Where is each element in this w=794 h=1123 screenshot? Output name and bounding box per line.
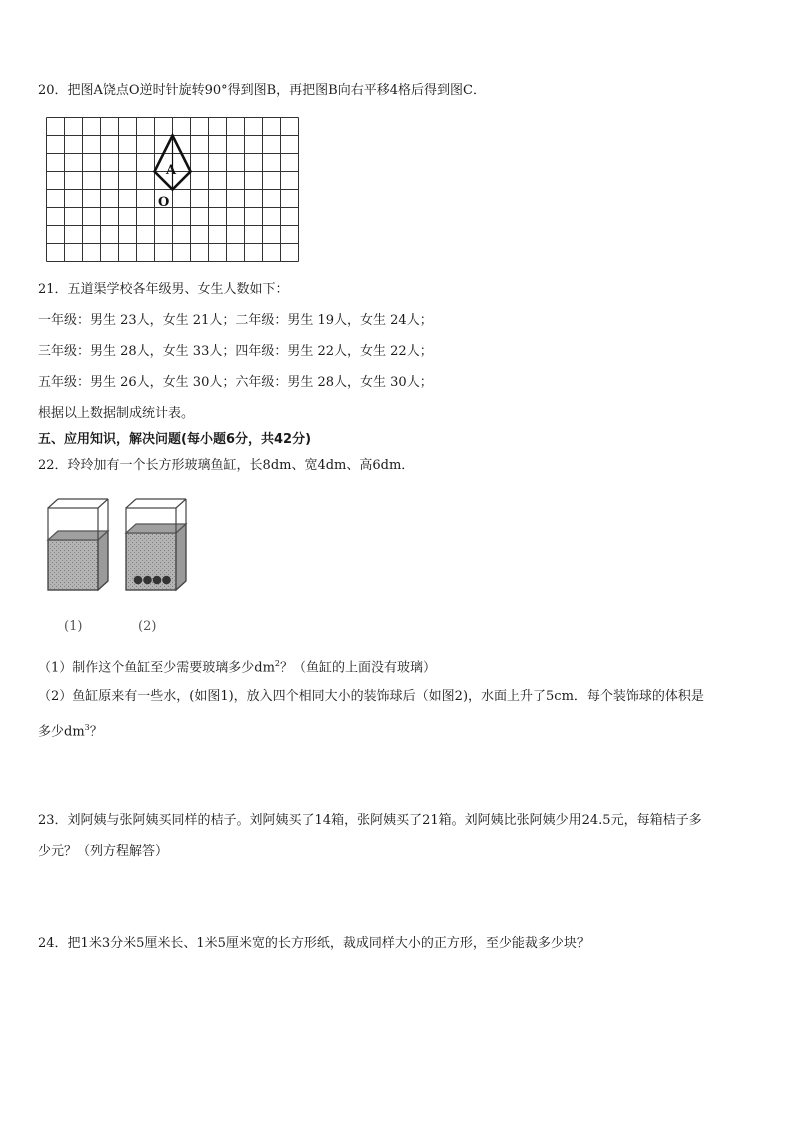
q24-text: 24．把1米3分米5厘米长、1米5厘米宽的长方形纸，裁成同样大小的正方形，至少能裁多少块？ — [38, 936, 590, 951]
section5-heading: 五、应用知识，解决问题(每小题6分，共42分) — [38, 432, 312, 447]
tank-1-water-side — [98, 531, 108, 590]
ball-4 — [162, 576, 171, 585]
tank-1-caption: (1) — [64, 619, 83, 634]
ball-1 — [134, 576, 143, 585]
q21-line4: 根据以上数据制成统计表。 — [38, 406, 195, 421]
rotation-grid-figure — [46, 117, 300, 263]
q22-sub2-line1: （2）鱼缸原来有一些水，(如图1)，放入四个相同大小的装饰球后（如图2)，水面上升了5cm．每个装饰球的体积是 — [38, 689, 704, 704]
tank-2-caption: (2) — [138, 619, 157, 634]
q21-line1: 一年级：男生 23人，女生 21人；二年级：男生 19人，女生 24人； — [38, 313, 433, 328]
q22-title: 22．玲玲加有一个长方形玻璃鱼缸，长8dm、宽4dm、高6dm． — [38, 458, 415, 473]
label-o: O — [158, 195, 170, 210]
fish-tank-figures — [40, 494, 220, 636]
q22-sub1: （1）制作这个鱼缸至少需要玻璃多少$dm^2$？（鱼缸的上面没有玻璃） — [38, 659, 437, 676]
tank-1 — [48, 499, 108, 590]
q23-line2: 少元？（列方程解答） — [38, 844, 169, 859]
label-a: A — [166, 163, 177, 178]
ball-3 — [153, 576, 162, 585]
q21-title: 21．五道渠学校各年级男、女生人数如下： — [38, 282, 289, 297]
tank-1-water-front — [48, 540, 98, 590]
ball-2 — [143, 576, 152, 585]
q20-text: 20．把图A饶点O逆时针旋转90°得到图B，再把图B向右平移4格后得到图C． — [38, 83, 486, 98]
q23-line1: 23．刘阿姨与张阿姨买同样的桔子。刘阿姨买了14箱，张阿姨买了21箱。刘阿姨比张阿姨少用24.5元，每箱桔子多 — [38, 813, 702, 828]
q21-line2: 三年级：男生 28人，女生 33人；四年级：男生 22人，女生 22人； — [38, 344, 433, 359]
tank-2-water-side — [176, 524, 186, 590]
q21-line3: 五年级：男生 26人，女生 30人；六年级：男生 28人，女生 30人； — [38, 375, 433, 390]
q22-sub2-line2: 多少$dm^3$？ — [38, 723, 103, 740]
